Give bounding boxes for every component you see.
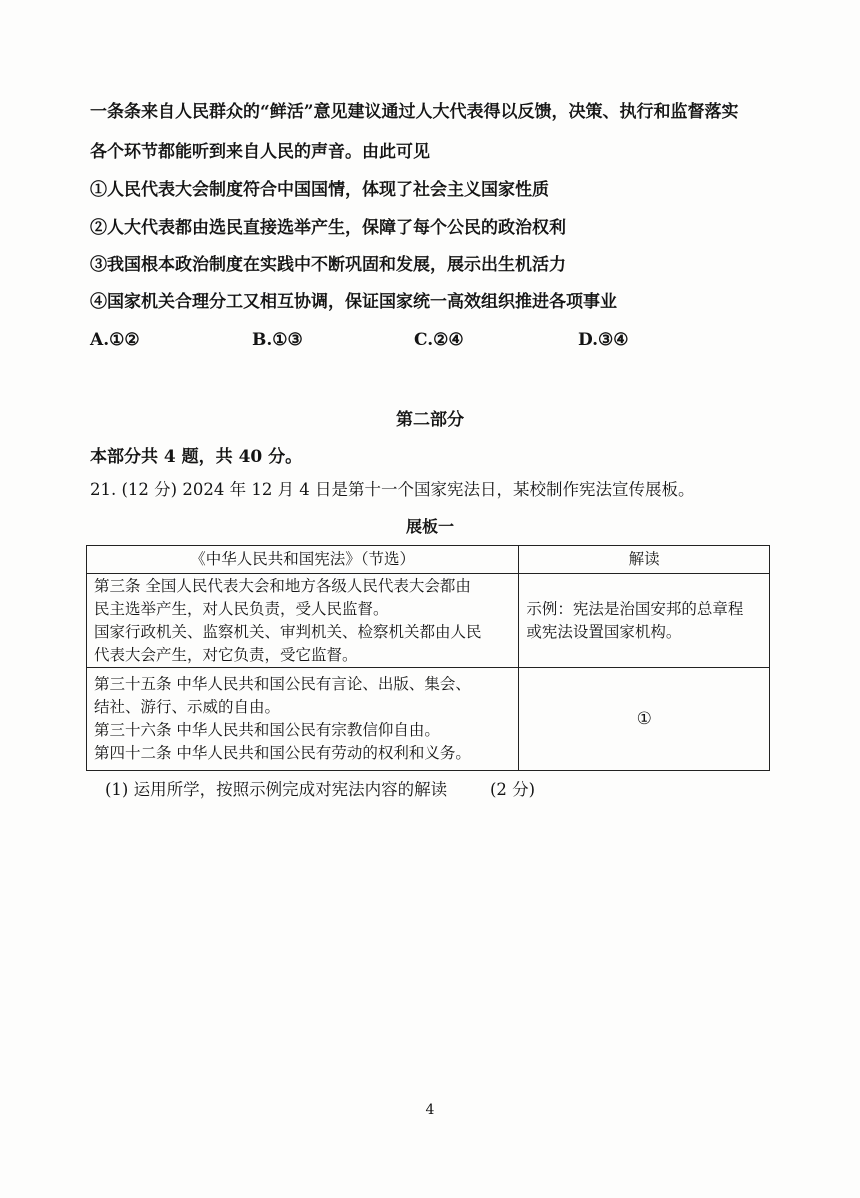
- section-note: 本部分共 4 题，共 40 分。: [90, 447, 303, 467]
- statement-4: ④国家机关合理分工又相互协调，保证国家统一高效组织推进各项事业: [90, 292, 617, 312]
- option-c: C.②④: [414, 330, 464, 350]
- excerpt-cell: [87, 574, 519, 668]
- page-number: 4: [425, 1102, 435, 1118]
- statement-3: ③我国根本政治制度在实践中不断巩固和发展，展示出生机活力: [90, 255, 566, 275]
- answer-blank-marker: ①: [636, 708, 652, 729]
- interpretation-line: 示例：宪法是治国安邦的总章程: [526, 599, 744, 618]
- statement-2: ②人大代表都由选民直接选举产生，保障了每个公民的政治权利: [90, 218, 566, 238]
- question-stem-line-2: 各个环节都能听到来自人民的声音。由此可见: [90, 142, 430, 162]
- excerpt-line: 第三十五条 中华人民共和国公民有言论、出版、集会、: [94, 675, 471, 693]
- sub-question-1: (1) 运用所学，按照示例完成对宪法内容的解读: [105, 780, 448, 799]
- table-row: [87, 574, 770, 668]
- constitution-board-table: [86, 545, 770, 771]
- excerpt-line: 第三十六条 中华人民共和国公民有宗教信仰自由。: [94, 721, 440, 739]
- excerpt-line: 代表大会产生，对它负责，受它监督。: [94, 645, 358, 664]
- excerpt-line: 民主选举产生，对人民负责，受人民监督。: [94, 599, 389, 618]
- excerpt-cell: [87, 668, 519, 771]
- table-row: [87, 668, 770, 771]
- excerpt-line: 第三条 全国人民代表大会和地方各级人民代表大会都由: [94, 576, 471, 595]
- header-interpretation: 解读: [519, 546, 770, 574]
- sub-question-1-score: (2 分): [490, 780, 536, 799]
- excerpt-line: 第四十二条 中华人民共和国公民有劳动的权利和义务。: [94, 744, 471, 762]
- question-stem-line-1: 一条条来自人民群众的“鲜活”意见建议通过人大代表得以反馈，决策、执行和监督落实: [90, 102, 739, 122]
- excerpt-line: 结社、游行、示威的自由。: [94, 698, 281, 716]
- option-d: D.③④: [578, 330, 629, 350]
- interpretation-cell: [519, 574, 770, 668]
- option-b: B.①③: [252, 330, 303, 350]
- statement-1: ①人民代表大会制度符合中国国情，体现了社会主义国家性质: [90, 180, 549, 200]
- board-title: 展板一: [405, 517, 454, 536]
- excerpt-line: 国家行政机关、监察机关、审判机关、检察机关都由人民: [94, 622, 482, 641]
- question-21-stem: 21. (12 分) 2024 年 12 月 4 日是第十一个国家宪法日，某校制作宪法宣传展板。: [90, 480, 695, 499]
- table-header-row: [87, 546, 770, 574]
- answer-blank-cell: [519, 668, 770, 771]
- option-a: A.①②: [90, 330, 140, 350]
- section-title: 第二部分: [396, 410, 464, 430]
- interpretation-line: 或宪法设置国家机构。: [526, 622, 682, 641]
- header-constitution-excerpt: 《中华人民共和国宪法》（节选）: [87, 546, 519, 574]
